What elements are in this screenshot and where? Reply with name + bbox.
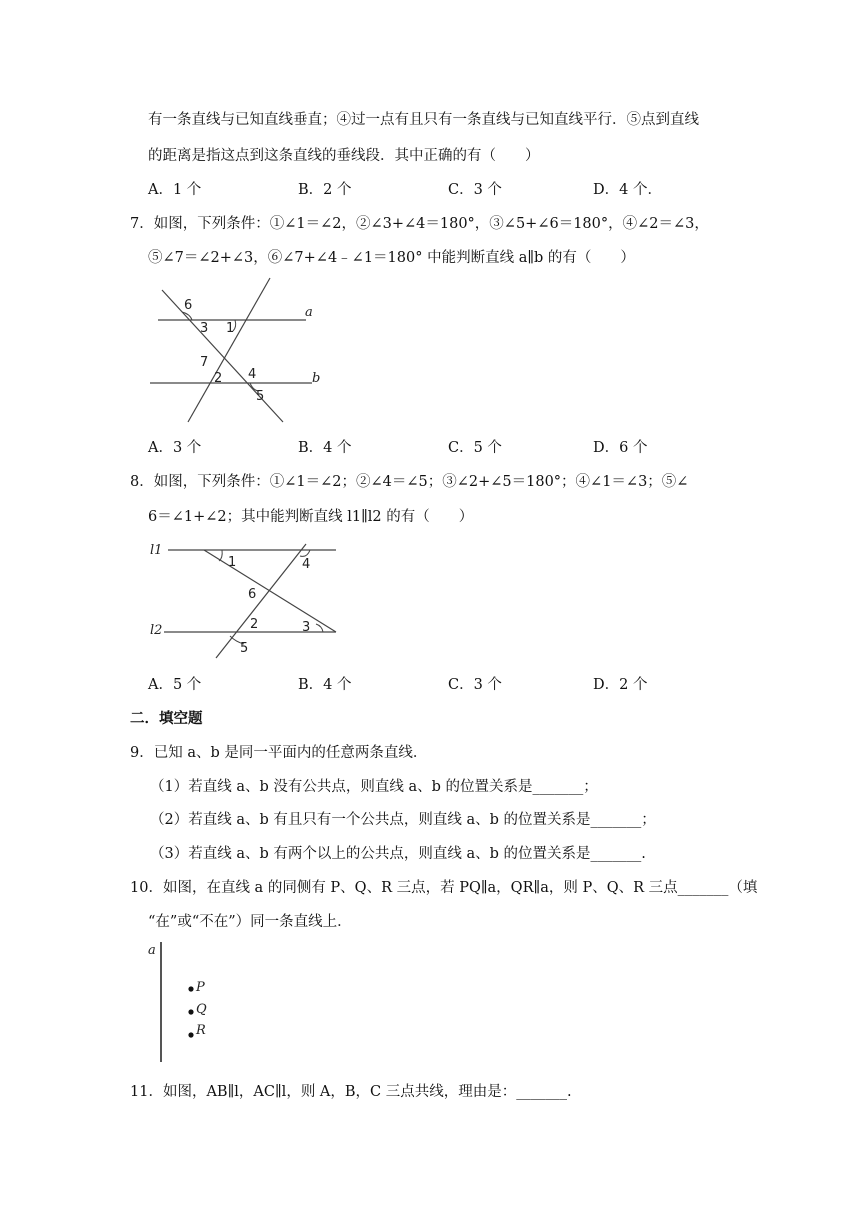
- q7-label-b: b: [312, 371, 321, 386]
- q8-option-a: A．5 个: [148, 677, 202, 693]
- q6-line1: 有一条直线与已知直线垂直；④过一点有且只有一条直线与已知直线平行．⑤点到直线: [148, 112, 699, 128]
- q7-label-3: 3: [200, 321, 209, 336]
- q7-label-a: a: [305, 305, 313, 320]
- section-title: 二．填空题: [130, 710, 203, 727]
- q8-label-5: 5: [240, 641, 249, 656]
- q10-line1: 10．如图，在直线 a 的同侧有 P、Q、R 三点，若 PQ∥a，QR∥a，则 P、Q、R 三点_______（填: [130, 880, 758, 896]
- q7-line1: 7．如图，下列条件：①∠1＝∠2，②∠3+∠4＝180°，③∠5+∠6＝180°，④∠2＝∠3，: [130, 216, 709, 232]
- q8-option-c: C．3 个: [448, 677, 502, 693]
- q8-option-b: B．4 个: [298, 677, 352, 693]
- q7-figure: [140, 276, 340, 426]
- q9-part3: （3）若直线 a、b 有两个以上的公共点，则直线 a、b 的位置关系是_______.: [150, 846, 646, 862]
- q7-line2: ⑤∠7＝∠2+∠3，⑥∠7+∠4﹣∠1＝180° 中能判断直线 a∥b 的有（ ）: [148, 250, 635, 266]
- q9-stem: 9．已知 a、b 是同一平面内的任意两条直线．: [130, 745, 428, 761]
- q8-option-d: D．2 个: [593, 677, 648, 693]
- q6-option-a: A．1 个: [148, 182, 202, 198]
- q8-label-6: 6: [248, 587, 257, 602]
- q7-label-4: 4: [248, 367, 257, 382]
- q6-line2: 的距离是指这点到这条直线的垂线段．其中正确的有（ ）: [148, 148, 540, 164]
- q8-label-3: 3: [302, 620, 311, 635]
- q10-label-p: P: [196, 980, 205, 995]
- q9-part2: （2）若直线 a、b 有且只有一个公共点，则直线 a、b 的位置关系是_______；: [150, 812, 656, 828]
- q8-label-l1: l1: [150, 543, 163, 558]
- q7-option-a: A．3 个: [148, 440, 202, 456]
- q7-option-b: B．4 个: [298, 440, 352, 456]
- q11-line1: 11．如图，AB∥l，AC∥l，则 A，B，C 三点共线，理由是：_______.: [130, 1084, 572, 1100]
- point-r: [188, 1032, 193, 1037]
- q10-label-r: R: [196, 1023, 206, 1038]
- q7-label-2: 2: [214, 371, 223, 386]
- q6-option-c: C．3 个: [448, 182, 502, 198]
- q8-label-4: 4: [302, 557, 311, 572]
- q7-label-7: 7: [200, 355, 209, 370]
- q7-label-6: 6: [184, 298, 193, 313]
- q8-figure: [140, 536, 340, 662]
- q10-label-a: a: [148, 943, 156, 958]
- q7-label-1: 1: [226, 321, 235, 336]
- q6-option-d: D．4 个．: [593, 182, 662, 198]
- q6-option-b: B．2 个: [298, 182, 352, 198]
- q9-part1: （1）若直线 a、b 没有公共点，则直线 a、b 的位置关系是_______；: [150, 779, 598, 795]
- q8-line1: 8．如图，下列条件：①∠1＝∠2；②∠4＝∠5；③∠2+∠5＝180°；④∠1＝∠3；⑤∠: [130, 474, 689, 490]
- q8-label-2: 2: [250, 617, 259, 632]
- q7-option-c: C．5 个: [448, 440, 502, 456]
- q10-label-q: Q: [196, 1002, 207, 1017]
- q10-line2: “在”或“不在”）同一条直线上．: [148, 914, 352, 930]
- q7-label-5: 5: [256, 389, 265, 404]
- point-q: [188, 1009, 193, 1014]
- point-p: [188, 986, 193, 991]
- q10-figure: [140, 936, 230, 1066]
- q8-label-1: 1: [228, 555, 237, 570]
- q7-option-d: D．6 个: [593, 440, 648, 456]
- q8-line2: 6＝∠1+∠2；其中能判断直线 l1∥l2 的有（ ）: [148, 509, 474, 525]
- q8-label-l2: l2: [150, 623, 163, 638]
